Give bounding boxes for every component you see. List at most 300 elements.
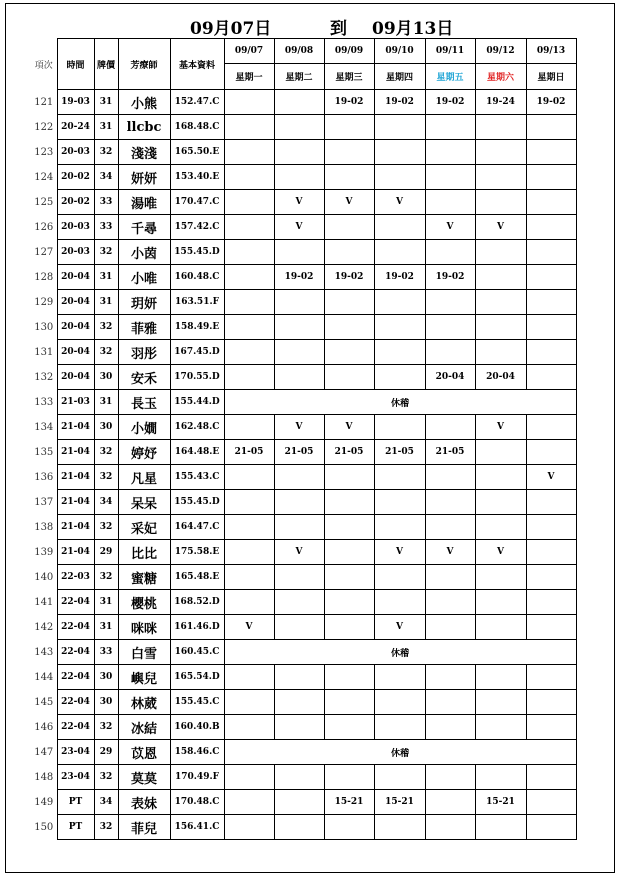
row-basic-info: 156.41.C: [170, 815, 224, 840]
row-time: 21-04: [57, 465, 94, 490]
row-index: 132: [34, 371, 54, 383]
row-therapist-name: 小熊: [118, 90, 170, 115]
schedule-cell: [526, 415, 576, 440]
schedule-cell: [324, 215, 374, 240]
row-basic-info: 157.42.C: [170, 215, 224, 240]
schedule-cell: [224, 765, 274, 790]
row-price: 30: [94, 690, 118, 715]
row-index: 130: [34, 321, 54, 333]
schedule-cell: [274, 765, 324, 790]
schedule-cell: [526, 365, 576, 390]
schedule-cell: [224, 140, 274, 165]
row-basic-info: 155.44.D: [170, 390, 224, 415]
row-therapist-name: 白雪: [118, 640, 170, 665]
row-time: 21-03: [57, 390, 94, 415]
schedule-cell: [224, 265, 274, 290]
row-price: 32: [94, 565, 118, 590]
header-basic-info: 基本資料: [170, 39, 224, 90]
schedule-cell: [224, 690, 274, 715]
schedule-title: [0, 14, 621, 39]
schedule-cell: [324, 815, 374, 840]
schedule-cell: [374, 490, 425, 515]
row-price: 32: [94, 465, 118, 490]
row-index: 124: [34, 171, 54, 183]
schedule-cell: [274, 365, 324, 390]
schedule-cell: V: [374, 615, 425, 640]
header-date: 09/13: [526, 39, 576, 64]
row-therapist-name: 小嫺: [118, 415, 170, 440]
schedule-cell: 21-05: [425, 440, 475, 465]
schedule-cell: [224, 715, 274, 740]
table-row: [31, 765, 576, 790]
table-row: [31, 315, 576, 340]
schedule-cell: [526, 240, 576, 265]
schedule-cell: V: [324, 190, 374, 215]
header-weekday: 星期二: [274, 64, 324, 90]
row-index: 147: [34, 746, 54, 758]
row-time: 22-04: [57, 715, 94, 740]
schedule-cell: [374, 115, 425, 140]
row-price: 30: [94, 415, 118, 440]
schedule-cell: [526, 315, 576, 340]
schedule-cell: [224, 165, 274, 190]
schedule-cell: 19-02: [274, 265, 324, 290]
schedule-cell: [374, 415, 425, 440]
row-time: 21-04: [57, 440, 94, 465]
row-basic-info: 163.51.F: [170, 290, 224, 315]
row-basic-info: 168.52.D: [170, 590, 224, 615]
title-to-word: 到: [330, 19, 347, 39]
schedule-cell: [224, 590, 274, 615]
table-row: [31, 740, 576, 765]
schedule-cell: V: [425, 215, 475, 240]
row-basic-info: 160.48.C: [170, 265, 224, 290]
row-price: 32: [94, 315, 118, 340]
schedule-cell: [324, 565, 374, 590]
row-price: 32: [94, 140, 118, 165]
row-time: 20-24: [57, 115, 94, 140]
schedule-cell: [526, 115, 576, 140]
row-basic-info: 170.48.C: [170, 790, 224, 815]
row-therapist-name: 櫻桃: [118, 590, 170, 615]
schedule-cell: [374, 465, 425, 490]
schedule-cell: [374, 215, 425, 240]
row-therapist-name: 小茵: [118, 240, 170, 265]
schedule-cell: [526, 590, 576, 615]
row-basic-info: 160.40.B: [170, 715, 224, 740]
row-price: 31: [94, 390, 118, 415]
schedule-cell: [324, 465, 374, 490]
row-basic-info: 162.48.C: [170, 415, 224, 440]
schedule-cell: [475, 715, 526, 740]
row-price: 32: [94, 240, 118, 265]
header-date: 09/12: [475, 39, 526, 64]
schedule-cell: [425, 515, 475, 540]
row-basic-info: 164.47.C: [170, 515, 224, 540]
schedule-cell: [274, 690, 324, 715]
table-row: [31, 190, 576, 215]
schedule-cell: [324, 115, 374, 140]
table-row: [31, 390, 576, 415]
schedule-cell: [274, 715, 324, 740]
schedule-cell: [425, 690, 475, 715]
schedule-cell: V: [475, 415, 526, 440]
row-basic-info: 167.45.D: [170, 340, 224, 365]
schedule-cell: [274, 665, 324, 690]
schedule-cell: [526, 265, 576, 290]
row-basic-info: 155.45.D: [170, 240, 224, 265]
schedule-cell: [475, 140, 526, 165]
row-therapist-name: 蜜糖: [118, 565, 170, 590]
row-basic-info: 161.46.D: [170, 615, 224, 640]
row-therapist-name: 菲兒: [118, 815, 170, 840]
schedule-cell: [425, 140, 475, 165]
schedule-cell: [526, 615, 576, 640]
schedule-cell: [224, 290, 274, 315]
schedule-cell: [224, 190, 274, 215]
row-index: 140: [34, 571, 54, 583]
schedule-cell: [425, 565, 475, 590]
schedule-cell: [274, 515, 324, 540]
table-row: [31, 265, 576, 290]
schedule-cell: [425, 490, 475, 515]
row-index: 123: [34, 146, 54, 158]
table-row: [31, 815, 576, 840]
table-row: [31, 515, 576, 540]
row-index: 146: [34, 721, 54, 733]
schedule-cell: [425, 715, 475, 740]
schedule-body: [31, 90, 576, 840]
schedule-cell: [324, 515, 374, 540]
row-therapist-name: 林葳: [118, 690, 170, 715]
row-basic-info: 164.48.E: [170, 440, 224, 465]
schedule-cell: [475, 115, 526, 140]
row-basic-info: 153.40.E: [170, 165, 224, 190]
schedule-cell: [425, 315, 475, 340]
schedule-cell: [324, 615, 374, 640]
schedule-cell: [475, 590, 526, 615]
schedule-cell: [425, 190, 475, 215]
schedule-cell: [374, 665, 425, 690]
schedule-cell: [475, 690, 526, 715]
header-date: 09/08: [274, 39, 324, 64]
row-price: 34: [94, 165, 118, 190]
schedule-cell: V: [374, 190, 425, 215]
row-basic-info: 170.55.D: [170, 365, 224, 390]
row-therapist-name: llcbc: [118, 115, 170, 140]
schedule-cell: [324, 540, 374, 565]
schedule-cell: [324, 140, 374, 165]
schedule-cell: [274, 340, 324, 365]
row-time: 22-03: [57, 565, 94, 590]
schedule-cell: V: [475, 215, 526, 240]
row-index: 144: [34, 671, 54, 683]
row-price: 34: [94, 490, 118, 515]
row-index: 127: [34, 246, 54, 258]
schedule-cell: [224, 465, 274, 490]
row-time: 22-04: [57, 615, 94, 640]
row-basic-info: 158.46.C: [170, 740, 224, 765]
row-time: PT: [57, 790, 94, 815]
schedule-cell: [425, 165, 475, 190]
table-row: [31, 715, 576, 740]
row-basic-info: 158.49.E: [170, 315, 224, 340]
row-price: 32: [94, 715, 118, 740]
row-price: 33: [94, 640, 118, 665]
row-therapist-name: 千尋: [118, 215, 170, 240]
row-therapist-name: 羽彤: [118, 340, 170, 365]
row-index: 139: [34, 546, 54, 558]
schedule-cell: [475, 490, 526, 515]
row-price: 33: [94, 215, 118, 240]
row-time: 20-04: [57, 340, 94, 365]
schedule-cell: [274, 815, 324, 840]
schedule-cell: [324, 765, 374, 790]
schedule-cell: [374, 240, 425, 265]
row-index: 142: [34, 621, 54, 633]
table-row: [31, 565, 576, 590]
schedule-cell: [374, 815, 425, 840]
schedule-cell: [526, 815, 576, 840]
row-therapist-name: 苡恩: [118, 740, 170, 765]
row-index: 128: [34, 271, 54, 283]
table-row: [31, 90, 576, 115]
row-basic-info: 155.45.C: [170, 690, 224, 715]
row-price: 29: [94, 540, 118, 565]
header-weekday: 星期日: [526, 64, 576, 90]
row-price: 32: [94, 515, 118, 540]
schedule-cell: [274, 315, 324, 340]
row-price: 31: [94, 90, 118, 115]
schedule-cell: [475, 290, 526, 315]
row-time: 20-03: [57, 240, 94, 265]
header-weekday-saturday: 星期六: [475, 64, 526, 90]
row-rest-note: 休稽: [224, 740, 576, 765]
title-from-date: 09月07日: [190, 19, 272, 39]
row-index: 131: [34, 346, 54, 358]
schedule-cell: [374, 765, 425, 790]
schedule-cell: V: [324, 415, 374, 440]
schedule-cell: [526, 190, 576, 215]
schedule-cell: [425, 615, 475, 640]
table-row: [31, 440, 576, 465]
row-index: 133: [34, 396, 54, 408]
schedule-cell: [324, 365, 374, 390]
schedule-cell: [374, 515, 425, 540]
schedule-cell: V: [224, 615, 274, 640]
row-time: 20-04: [57, 365, 94, 390]
row-time: 21-04: [57, 515, 94, 540]
schedule-cell: [374, 590, 425, 615]
row-time: 21-04: [57, 540, 94, 565]
row-basic-info: 170.49.F: [170, 765, 224, 790]
row-time: 19-03: [57, 90, 94, 115]
schedule-cell: V: [274, 415, 324, 440]
schedule-cell: [274, 465, 324, 490]
row-basic-info: 160.45.C: [170, 640, 224, 665]
row-time: 20-04: [57, 315, 94, 340]
schedule-cell: 21-05: [374, 440, 425, 465]
schedule-cell: [324, 290, 374, 315]
row-time: 20-03: [57, 140, 94, 165]
row-index: 126: [34, 221, 54, 233]
row-time: 22-04: [57, 590, 94, 615]
schedule-cell: 20-04: [475, 365, 526, 390]
schedule-cell: [374, 340, 425, 365]
table-row: [31, 540, 576, 565]
row-therapist-name: 菲雅: [118, 315, 170, 340]
row-price: 31: [94, 115, 118, 140]
schedule-cell: [374, 715, 425, 740]
row-index: 134: [34, 421, 54, 433]
row-index: 137: [34, 496, 54, 508]
row-therapist-name: 湯唯: [118, 190, 170, 215]
row-index: 138: [34, 521, 54, 533]
row-price: 32: [94, 765, 118, 790]
row-therapist-name: 安禾: [118, 365, 170, 390]
row-therapist-name: 采妃: [118, 515, 170, 540]
row-basic-info: 165.54.D: [170, 665, 224, 690]
row-therapist-name: 長玉: [118, 390, 170, 415]
row-time: 22-04: [57, 665, 94, 690]
schedule-cell: [475, 815, 526, 840]
schedule-cell: [425, 340, 475, 365]
schedule-cell: 15-21: [374, 790, 425, 815]
table-row: [31, 290, 576, 315]
row-therapist-name: 妍妍: [118, 165, 170, 190]
row-index: 145: [34, 696, 54, 708]
schedule-cell: [324, 715, 374, 740]
row-index: 121: [34, 96, 54, 108]
row-basic-info: 152.47.C: [170, 90, 224, 115]
row-index: 141: [34, 596, 54, 608]
schedule-cell: [274, 115, 324, 140]
schedule-cell: [475, 565, 526, 590]
row-price: 34: [94, 790, 118, 815]
header-weekday: 星期一: [224, 64, 274, 90]
schedule-cell: V: [274, 215, 324, 240]
schedule-cell: [475, 190, 526, 215]
row-time: 22-04: [57, 640, 94, 665]
schedule-cell: [526, 140, 576, 165]
row-time: 20-03: [57, 215, 94, 240]
row-time: 21-04: [57, 415, 94, 440]
row-time: 22-04: [57, 690, 94, 715]
row-index: 148: [34, 771, 54, 783]
row-rest-note: 休稽: [224, 640, 576, 665]
row-therapist-name: 呆呆: [118, 490, 170, 515]
schedule-cell: [475, 765, 526, 790]
schedule-cell: 20-04: [425, 365, 475, 390]
schedule-cell: [224, 240, 274, 265]
schedule-cell: [475, 465, 526, 490]
header-index: 項次: [34, 60, 53, 71]
schedule-cell: [274, 290, 324, 315]
schedule-cell: [224, 490, 274, 515]
schedule-cell: [425, 115, 475, 140]
table-row: [31, 340, 576, 365]
row-price: 31: [94, 265, 118, 290]
header-price: 牌價: [94, 39, 118, 90]
schedule-cell: V: [475, 540, 526, 565]
schedule-cell: [224, 790, 274, 815]
schedule-cell: [374, 140, 425, 165]
row-therapist-name: 冰結: [118, 715, 170, 740]
table-row: [31, 690, 576, 715]
schedule-cell: 21-05: [274, 440, 324, 465]
header-time: 時間: [57, 39, 94, 90]
header-weekday: 星期三: [324, 64, 374, 90]
row-price: 30: [94, 665, 118, 690]
schedule-cell: V: [374, 540, 425, 565]
schedule-cell: [274, 790, 324, 815]
schedule-cell: [526, 290, 576, 315]
row-price: 29: [94, 740, 118, 765]
header-therapist: 芳療師: [118, 39, 170, 90]
schedule-cell: [526, 565, 576, 590]
schedule-cell: [526, 665, 576, 690]
row-rest-note: 休稽: [224, 390, 576, 415]
table-row: [31, 215, 576, 240]
row-therapist-name: 玥妍: [118, 290, 170, 315]
schedule-cell: [425, 290, 475, 315]
schedule-cell: [475, 265, 526, 290]
schedule-cell: 19-02: [425, 265, 475, 290]
schedule-cell: 19-02: [374, 90, 425, 115]
schedule-cell: [425, 415, 475, 440]
schedule-cell: [324, 490, 374, 515]
schedule-cell: 19-24: [475, 90, 526, 115]
row-price: 31: [94, 290, 118, 315]
schedule-cell: [274, 490, 324, 515]
header-weekday-friday: 星期五: [425, 64, 475, 90]
schedule-cell: [224, 315, 274, 340]
row-therapist-name: 婷妤: [118, 440, 170, 465]
table-row: [31, 365, 576, 390]
schedule-cell: [425, 790, 475, 815]
schedule-cell: 21-05: [324, 440, 374, 465]
schedule-cell: [224, 340, 274, 365]
schedule-cell: [475, 340, 526, 365]
schedule-cell: 19-02: [324, 265, 374, 290]
schedule-cell: [224, 665, 274, 690]
row-therapist-name: 凡星: [118, 465, 170, 490]
schedule-cell: [324, 165, 374, 190]
table-row: [31, 490, 576, 515]
schedule-cell: [324, 690, 374, 715]
table-row: [31, 665, 576, 690]
table-row: [31, 415, 576, 440]
header-date: 09/09: [324, 39, 374, 64]
table-row: [31, 240, 576, 265]
schedule-cell: [526, 540, 576, 565]
schedule-cell: [425, 240, 475, 265]
schedule-cell: [526, 490, 576, 515]
schedule-cell: [475, 440, 526, 465]
row-price: 30: [94, 365, 118, 390]
schedule-table: [31, 38, 577, 840]
schedule-cell: [526, 165, 576, 190]
row-price: 31: [94, 590, 118, 615]
row-index: 125: [34, 196, 54, 208]
table-row: [31, 640, 576, 665]
schedule-cell: [374, 690, 425, 715]
schedule-cell: [224, 365, 274, 390]
row-price: 31: [94, 615, 118, 640]
schedule-cell: [224, 565, 274, 590]
schedule-cell: [425, 590, 475, 615]
schedule-cell: [425, 465, 475, 490]
